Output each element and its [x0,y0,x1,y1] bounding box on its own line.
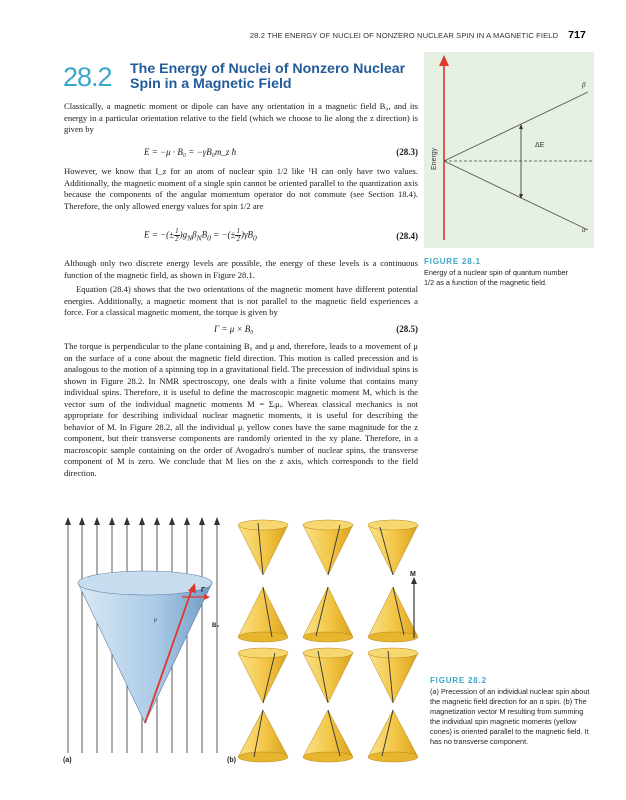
equation-28-4-number: (28.4) [396,231,418,241]
equation-28-3-expression: E = −μ · B₀ = −γB₀m_z ħ [144,147,237,157]
equation-28-4 [64,225,418,247]
figure-28-2-panel-b [228,515,424,765]
delta-e-label: ΔE [535,142,545,149]
figure-28-1 [424,52,594,248]
figure-28-2-panel-a [62,515,230,765]
spin-cone-row-4 [238,710,418,762]
magnetization-label: M [410,571,416,578]
equation-28-5 [64,324,418,338]
figure-28-2-caption: (a) Precession of an individual nuclear spin about the magnetic field direction for an α spin. (b) The magnetization vector M resulting from summing the individual spin magnetic moments (yellow cones) is oriented parallel to the magnetic field. It has no transverse component. [430,687,590,746]
figure-28-1-background [424,52,594,248]
magnetization-vector [408,568,424,640]
precession-cone [78,583,212,723]
paragraph-1: Classically, a magnetic moment or dipole can have any orientation in a magnetic field B₀, and its energy in a particular orientation relative to the field (which we choose to lie along the z direction) is given by [64,101,418,134]
spin-cone-row-3 [238,648,418,703]
torque-label: Γ [201,587,206,594]
paragraph-2: However, we know that I_z for an atom of nuclear spin 1/2 like ¹H can only have two values. Additionally, the magnetic moment of a single spin cannot be oriented parallel to the quantization axis because the components of the angular momentum operator do not commute (see Section 18.4). Therefore, the only allowed energy values for spin 1/2 are [64,166,418,211]
figure-28-1-label: FIGURE 28.1 [424,257,481,266]
running-head [250,29,586,41]
mu-label: μ [154,617,158,623]
field-arrowheads [65,517,220,525]
panel-b-label: (b) [227,757,236,764]
paragraph-4: Equation (28.4) shows that the two orientations of the magnetic moment have different potential energies. Additionally, a magnetic moment that is not parallel to the magnetic field experiences a force. For a classical magnetic moment, the torque is given by [64,284,418,317]
figure-28-2-label: FIGURE 28.2 [430,676,487,685]
paragraph-5: The torque is perpendicular to the plane containing B₀ and μ and, therefore, leads to a movement of μ on the surface of a cone about the magnetic field direction. This motion is called precession and is analogous to the motion of a spinning top in a gravitational field. The precession of individual spins is shown in Figure 28.2. In NMR spectroscopy, one deals with a finite volume that contains many individual spins. Therefore, it is useful to define the macroscopic magnetic moment M, which is the vector sum of the individual magnetic moments M = Σᵢμᵢ. Whereas classical mechanics is not appropriate for describing individual nuclear magnetic moments, it is useful for describing the behavior of M. In Figure 28.2, all the individual μᵢ yellow cones have the same magnitude for the z component, but their transverse components are randomly oriented in the xy plane. Therefore, in a macroscopic sample containing on the order of Avogadro's number of nuclear spins, the transverse component of M is zero. We conclude that M lies on the z axis, which corresponds to the field direction. [64,341,418,478]
alpha-label: α [582,226,586,234]
equation-28-4-expression: E = −(± $\frac{1}{2}$ )$g_N\beta_NB_0$ = −(± $\frac{1}{2}$ )$\gamma B_0$ [144,227,257,243]
energy-axis-label: Energy [431,147,438,170]
figure-28-1-caption: Energy of a nuclear spin of quantum number 1/2 as a function of the magnetic field. [424,268,568,287]
paragraph-3: Although only two discrete energy levels are possible, the energy of these levels is a continuous function of the magnetic field, as shown in Figure 28.1. [64,258,418,280]
section-number: 28.2 [63,62,112,92]
b0-label: B₀ [212,623,220,629]
torque-arrowhead [204,594,210,600]
section-title: The Energy of Nuclei of Nonzero Nuclear Spin in a Magnetic Field [130,61,406,92]
beta-label: β [582,81,586,89]
equation-28-3-number: (28.3) [396,147,418,157]
spin-cone-row-2 [238,587,418,642]
equation-28-5-expression: Γ = μ × B₀ [214,324,254,334]
page-number: 717 [568,29,586,41]
equation-28-5-number: (28.5) [396,324,418,334]
running-head-text: 28.2 THE ENERGY OF NUCLEI OF NONZERO NUCLEAR SPIN IN A MAGNETIC FIELD [249,31,559,40]
magnetization-vector-arrowhead [411,577,417,584]
equation-28-3 [64,147,418,161]
spin-cone-row-1 [238,520,418,575]
panel-a-label: (a) [63,757,72,764]
